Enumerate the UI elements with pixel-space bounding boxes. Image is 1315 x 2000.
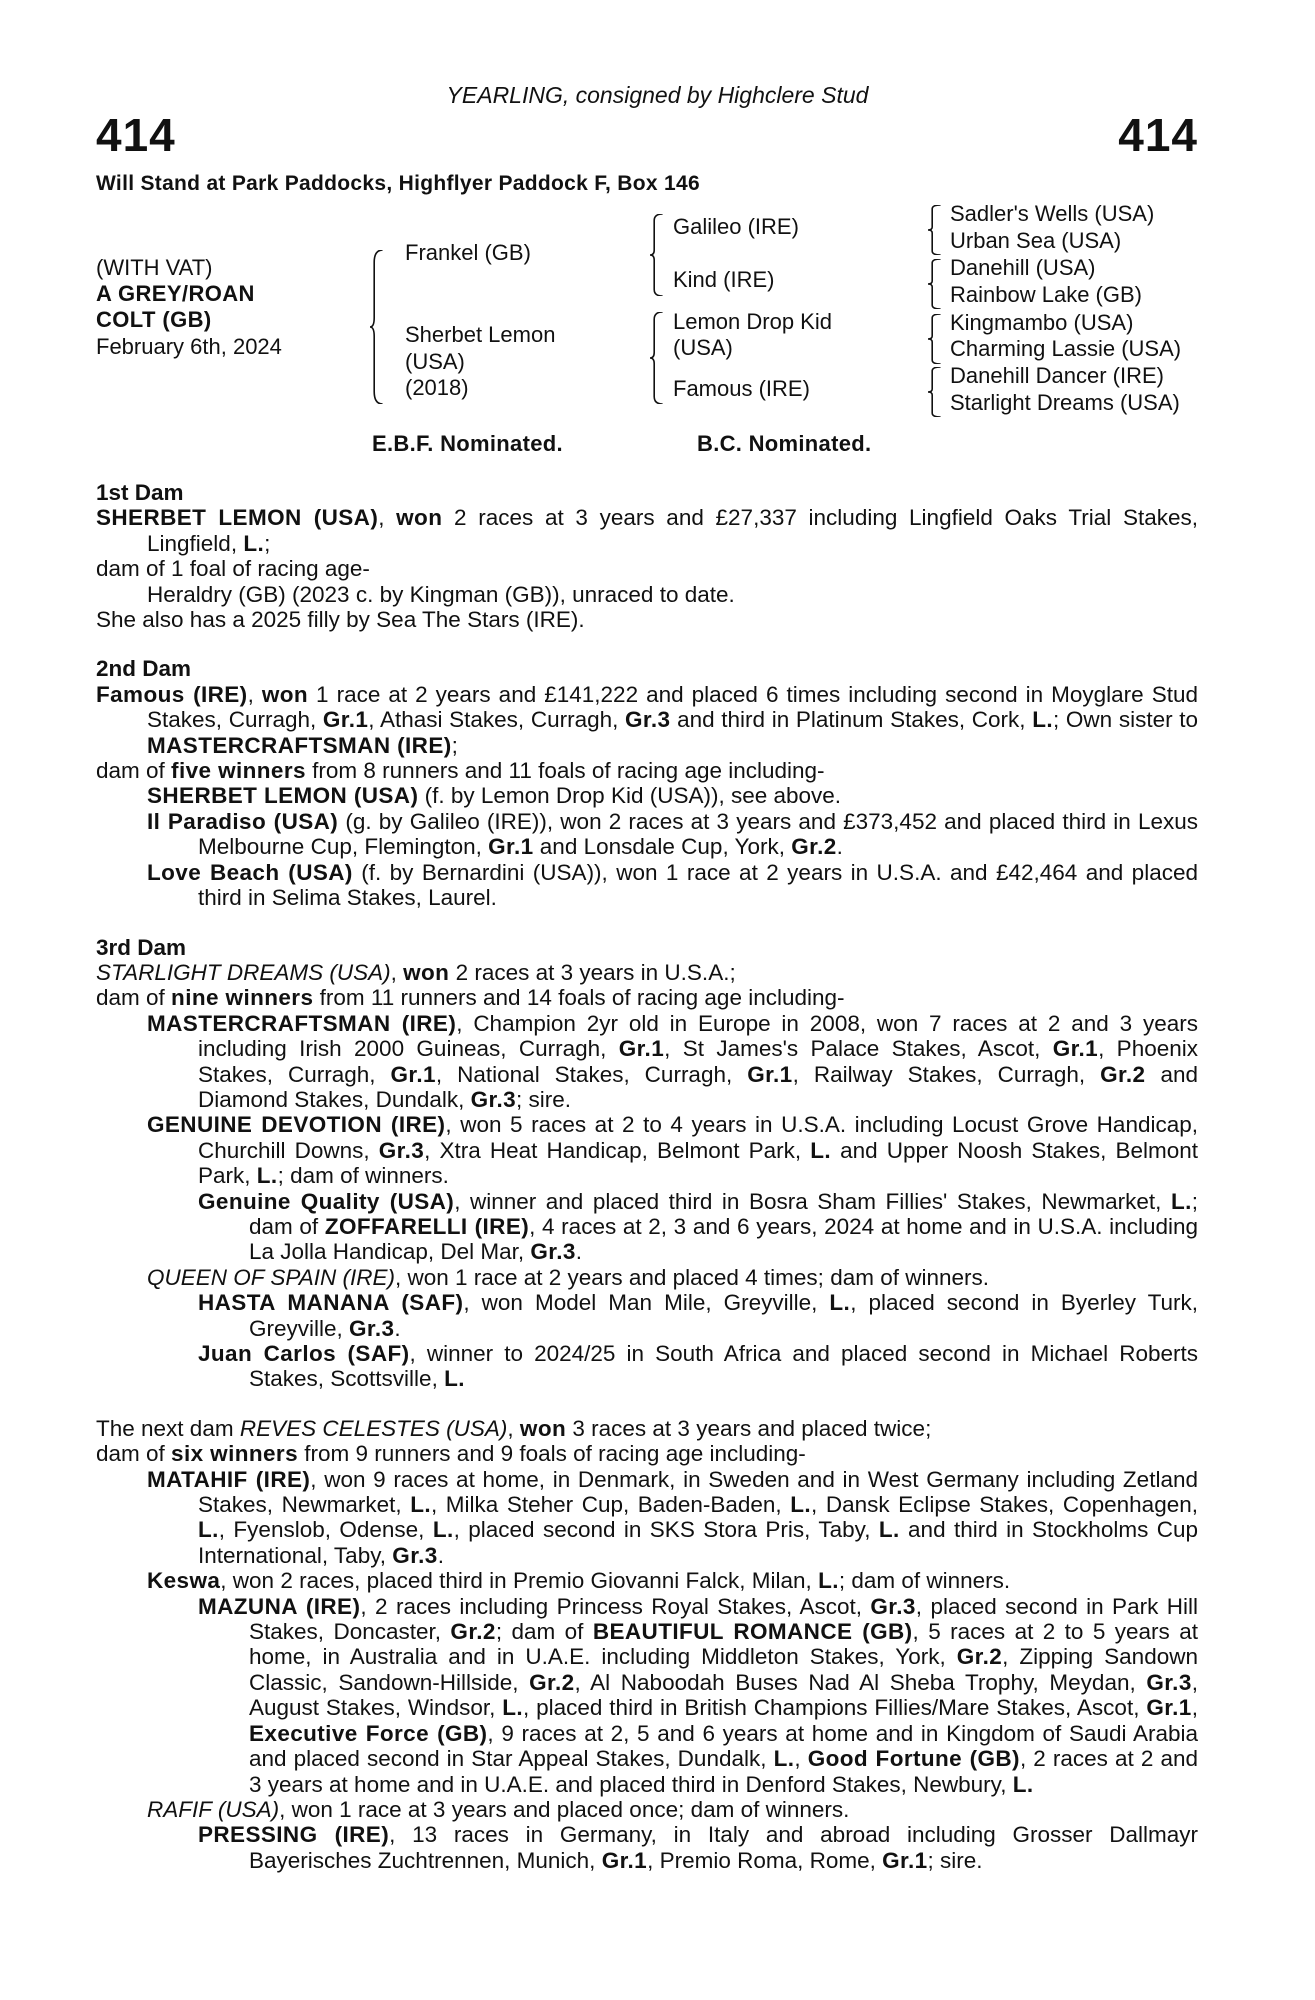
lot-number-left: 414	[96, 109, 176, 161]
third-generation-ancestor: Starlight Dreams (USA)	[950, 390, 1180, 415]
entry-text: ;	[264, 530, 271, 556]
dam-sire-country: (USA)	[673, 335, 733, 360]
bold-text: L.	[444, 1366, 465, 1392]
third-generation-ancestor: Charming Lassie (USA)	[950, 336, 1182, 361]
bold-text: L.	[1170, 1188, 1192, 1214]
bold-text: HASTA MANANA (SAF)	[198, 1290, 464, 1316]
bold-text: Gr.1	[1052, 1036, 1099, 1062]
entry-text: .	[575, 1239, 583, 1265]
pedigree-entry	[96, 1416, 1198, 1441]
entry-text: , won Model Man Mile, Greyville,	[463, 1290, 830, 1316]
entry-text: .	[836, 834, 843, 860]
pedigree-entry	[96, 1467, 1198, 1569]
bold-text: SHERBET LEMON (USA)	[96, 505, 379, 531]
entry-text: The next dam	[96, 1415, 240, 1441]
bold-text: Gr.1	[1146, 1695, 1192, 1721]
bold-text: Gr.1	[618, 1036, 665, 1062]
entry-text: from 11 runners and 14 foals of racing age including-	[313, 985, 845, 1011]
pedigree-entry	[96, 860, 1198, 911]
entry-text: ; dam of winners.	[838, 1568, 1011, 1594]
brace-icon	[650, 214, 664, 296]
entry-text: ; sire.	[927, 1847, 983, 1873]
bold-text: won	[519, 1415, 567, 1441]
bold-text: L.	[818, 1568, 839, 1594]
entry-text: , placed second in Byerley Turk, Greyville,	[249, 1290, 1198, 1341]
third-generation-ancestor: Kingmambo (USA)	[950, 310, 1134, 335]
entry-text: , 13 races in Germany, in Italy and abroad including Grosser Dallmayr Bayerisches Zuchtrennen, Munich,	[249, 1822, 1198, 1873]
dam-year: (2018)	[405, 375, 469, 400]
entry-text: dam of	[96, 985, 172, 1011]
entry-text: .	[437, 1542, 444, 1568]
bold-text: Gr.3	[349, 1315, 395, 1341]
pedigree-entry	[96, 758, 1198, 783]
entry-text: , placed second in Park Hill Stakes, Doncaster,	[249, 1593, 1198, 1645]
entry-text: , 2 races at 2 and 3 years at home and in U.A.E. and placed third in Denford Stakes, Newbury,	[249, 1746, 1199, 1797]
entry-text: , won 1 race at 3 years and placed once; dam of winners.	[279, 1796, 850, 1822]
entry-text: ; Own sister to	[1052, 707, 1198, 733]
bold-text: MASTERCRAFTSMAN (IRE)	[147, 732, 452, 758]
entry-text: , August Stakes, Windsor,	[249, 1669, 1199, 1721]
entry-text: , 5 races at 2 to 5 years at home, in Australia and in U.A.E. including Middleton Stakes, York,	[249, 1619, 1198, 1670]
third-generation-ancestor: Danehill (USA)	[950, 255, 1096, 280]
bold-text: L.	[829, 1290, 851, 1316]
bold-text: Gr.1	[882, 1847, 928, 1873]
entry-text: and Diamond Stakes, Dundalk,	[198, 1061, 1198, 1112]
entry-text: Heraldry (GB) (2023 c. by Kingman (GB)), unraced to date.	[147, 581, 735, 607]
bold-text: Gr.2	[529, 1669, 575, 1695]
entry-text: and Upper Noosh Stakes, Belmont Park,	[198, 1137, 1199, 1189]
pedigree-entry	[96, 582, 1198, 607]
bold-text: six winners	[171, 1441, 298, 1467]
entry-text: , 2 races including Princess Royal Stakes, Ascot,	[360, 1593, 871, 1619]
entry-text: , won 1 race at 2 years and placed 4 times; dam of winners.	[394, 1264, 990, 1290]
entry-text: (f. by Bernardini (USA)), won 1 race at 2 years in U.S.A. and £42,464 and placed third in Selima Stakes, Laurel.	[198, 859, 1198, 911]
entry-text: ,	[1191, 1695, 1198, 1721]
bold-text: Genuine Quality (USA)	[198, 1188, 455, 1214]
brace-icon	[370, 250, 384, 404]
entry-text: , Phoenix Stakes, Curragh,	[198, 1036, 1198, 1087]
entry-text: , placed second in SKS Stora Pris, Taby,	[453, 1517, 879, 1543]
entry-text: and Lonsdale Cup, York,	[533, 834, 792, 860]
sire-sire: Galileo (IRE)	[673, 214, 799, 239]
bold-text: Gr.3	[470, 1086, 517, 1112]
entry-text: , Zipping Sandown Classic, Sandown-Hillside,	[249, 1644, 1198, 1695]
pedigree-entry	[96, 1189, 1198, 1265]
entry-text: , won 9 races at home, in Denmark, in Sweden and in West Germany including Zetland Stakes, Newmarket,	[198, 1466, 1198, 1518]
bold-text: Gr.2	[450, 1619, 496, 1645]
entry-text: , Milka Steher Cup, Baden-Baden,	[430, 1492, 791, 1518]
bold-text: Love Beach (USA)	[147, 859, 353, 885]
brace-icon	[928, 205, 942, 255]
brace-icon	[928, 314, 942, 364]
dam-section	[96, 1416, 1198, 1873]
bold-text: L.	[410, 1492, 431, 1518]
stabling-location: Will Stand at Park Paddocks, Highflyer Paddock F, Box 146	[96, 172, 700, 195]
dam-section	[96, 935, 1198, 1392]
pedigree-entry	[96, 1568, 1198, 1593]
bold-text: L.	[432, 1517, 454, 1543]
pedigree-entry	[96, 1112, 1198, 1188]
entry-text: , won 2 races, placed third in Premio Giovanni Falck, Milan,	[220, 1568, 819, 1594]
pedigree-entry	[96, 809, 1198, 860]
pedigree-entry	[96, 682, 1198, 758]
entry-text: (f. by Lemon Drop Kid (USA)), see above.	[418, 783, 842, 809]
bold-text: L.	[1032, 707, 1053, 733]
section-title: 2nd Dam	[96, 656, 192, 682]
entry-text: , 4 races at 2, 3 and 6 years, 2024 at home and in U.S.A. including La Jolla Handicap, Del Mar,	[249, 1213, 1198, 1265]
entry-text: ; dam of	[495, 1619, 593, 1645]
bc-nominated: B.C. Nominated.	[697, 431, 872, 456]
entry-text: , winner to 2024/25 in South Africa and placed second in Michael Roberts Stakes, Scottsville,	[249, 1341, 1198, 1392]
pedigree-entry	[96, 556, 1198, 581]
brace-icon	[928, 259, 942, 309]
italic-text: REVES CELESTES (USA)	[239, 1415, 508, 1441]
lot-description: A GREY/ROAN	[96, 281, 255, 306]
bold-text: L.	[878, 1517, 900, 1543]
pedigree-entry	[96, 1441, 1198, 1466]
bold-text: Gr.3	[378, 1137, 425, 1163]
pedigree-entry	[96, 1594, 1198, 1797]
entry-text: 3 races at 3 years and placed twice;	[566, 1415, 932, 1441]
third-generation-ancestor: Urban Sea (USA)	[950, 228, 1122, 253]
pedigree-entry	[96, 1341, 1198, 1392]
entry-text: and third in Platinum Stakes, Cork,	[670, 707, 1033, 733]
lot-description-2: COLT (GB)	[96, 307, 212, 332]
bold-text: Gr.3	[1146, 1669, 1192, 1695]
pedigree-entry	[96, 985, 1198, 1010]
pedigree-entry	[96, 1822, 1198, 1873]
bold-text: Il Paradiso (USA)	[147, 808, 339, 834]
italic-text: RAFIF (USA)	[147, 1796, 280, 1822]
pedigree-entry	[96, 1265, 1198, 1290]
catalogue-body	[96, 480, 1198, 1897]
italic-text: STARLIGHT DREAMS (USA)	[96, 959, 391, 985]
pedigree-entry	[96, 1797, 1198, 1822]
bold-text: PRESSING (IRE)	[198, 1822, 390, 1848]
italic-text: QUEEN OF SPAIN (IRE)	[147, 1264, 395, 1290]
bold-text: L.	[256, 1163, 278, 1189]
dam-section	[96, 480, 1198, 632]
bold-text: L.	[1012, 1771, 1034, 1797]
bold-text: Gr.2	[956, 1644, 1003, 1670]
lot-number-right: 414	[1118, 109, 1198, 161]
bold-text: MATAHIF (IRE)	[147, 1466, 311, 1492]
bold-text: Gr.2	[1100, 1061, 1146, 1087]
third-generation-ancestor: Danehill Dancer (IRE)	[950, 363, 1164, 388]
bold-text: Good Fortune (GB)	[807, 1746, 1020, 1772]
sale-subtitle: YEARLING, consigned by Highclere Stud	[446, 82, 869, 108]
entry-text: , won 5 races at 2 to 4 years in U.S.A. including Locust Grove Handicap, Churchill Downs,	[198, 1112, 1198, 1163]
bold-text: five winners	[171, 758, 306, 784]
sire: Frankel (GB)	[405, 240, 531, 265]
entry-text: .	[394, 1315, 401, 1341]
entry-text: dam of 1 foal of racing age-	[96, 556, 370, 582]
bold-text: L.	[790, 1492, 812, 1518]
third-generation-ancestor: Rainbow Lake (GB)	[950, 282, 1142, 307]
sire-dam: Kind (IRE)	[673, 267, 775, 292]
vat-note: (WITH VAT)	[96, 255, 213, 280]
entry-text: , Athasi Stakes, Curragh,	[368, 707, 626, 733]
bold-text: nine winners	[171, 985, 314, 1011]
entry-text: ,	[507, 1415, 520, 1441]
brace-icon	[650, 312, 664, 404]
entry-text: ,	[390, 959, 404, 985]
bold-text: Gr.1	[390, 1061, 436, 1087]
section-title: 1st Dam	[96, 480, 184, 505]
entry-text: , Fyenslob, Odense,	[218, 1517, 433, 1543]
bold-text: Gr.3	[530, 1239, 576, 1265]
entry-text: , Al Naboodah Buses Nad Al Sheba Trophy, Meydan,	[574, 1669, 1147, 1695]
bold-text: MAZUNA (IRE)	[198, 1593, 361, 1619]
entry-text: ,	[378, 505, 397, 531]
bold-text: won	[396, 505, 443, 531]
entry-text: (g. by Galileo (IRE)), won 2 races at 3 years and £373,452 and placed third in Lexus Melbourne Cup, Flemington,	[198, 808, 1198, 860]
pedigree-entry	[96, 1290, 1198, 1341]
entry-text: dam of	[96, 758, 172, 784]
bold-text: won	[403, 959, 450, 985]
entry-text: ,	[794, 1746, 808, 1772]
pedigree-entry	[96, 607, 1198, 632]
bold-text: Gr.3	[625, 707, 671, 733]
bold-text: Gr.1	[747, 1061, 793, 1087]
bold-text: MASTERCRAFTSMAN (IRE)	[147, 1010, 457, 1036]
entry-text: 2 races at 3 years and £27,337 including Lingfield Oaks Trial Stakes, Lingfield,	[147, 505, 1198, 556]
entry-text: , Xtra Heat Handicap, Belmont Park,	[424, 1137, 811, 1163]
section-title: 3rd Dam	[96, 934, 187, 960]
bold-text: SHERBET LEMON (USA)	[147, 783, 419, 809]
bold-text: Gr.3	[870, 1593, 916, 1619]
entry-text: She also has a 2025 filly by Sea The Stars (IRE).	[96, 607, 585, 633]
third-generation-ancestor: Sadler's Wells (USA)	[950, 201, 1155, 226]
bold-text: Gr.1	[322, 707, 369, 733]
bold-text: BEAUTIFUL ROMANCE (GB)	[592, 1619, 913, 1645]
bold-text: won	[261, 681, 309, 707]
dam-country: (USA)	[405, 349, 465, 374]
entry-text: 2 races at 3 years in U.S.A.;	[449, 959, 736, 985]
bold-text: Executive Force (GB)	[249, 1720, 488, 1746]
entry-text: and third in Stockholms Cup International, Taby,	[198, 1517, 1198, 1568]
bold-text: L.	[243, 530, 265, 556]
dam-section	[96, 656, 1198, 910]
entry-text: from 8 runners and 11 foals of racing age including-	[305, 758, 825, 784]
dam-sire: Lemon Drop Kid	[673, 309, 832, 334]
entry-text: , Premio Roma, Rome,	[647, 1847, 883, 1873]
entry-text: ;	[451, 732, 458, 758]
pedigree-entry	[96, 960, 1198, 985]
entry-text: , St James's Palace Stakes, Ascot,	[664, 1036, 1053, 1062]
bold-text: ZOFFARELLI (IRE)	[324, 1213, 530, 1239]
entry-text: , winner and placed third in Bosra Sham Fillies' Stakes, Newmarket,	[454, 1188, 1171, 1214]
bold-text: Juan Carlos (SAF)	[198, 1341, 410, 1366]
entry-text: 1 race at 2 years and £141,222 and placed 6 times including second in Moyglare Stud Stakes, Curragh,	[147, 681, 1198, 733]
bold-text: Famous (IRE)	[96, 681, 248, 707]
brace-icon	[928, 367, 942, 417]
entry-text: ; dam of winners.	[277, 1163, 449, 1189]
dam-dam: Famous (IRE)	[673, 376, 810, 401]
bold-text: Gr.1	[488, 834, 534, 860]
entry-text: ; dam of	[249, 1188, 1198, 1239]
bold-text: Gr.1	[601, 1847, 648, 1873]
bold-text: Gr.2	[791, 834, 837, 860]
pedigree-entry	[96, 505, 1198, 556]
foaling-date: February 6th, 2024	[96, 334, 282, 359]
entry-text: , 9 races at 2, 5 and 6 years at home and in Kingdom of Saudi Arabia and placed second in Star Appeal Stakes, Dundalk,	[249, 1720, 1198, 1772]
ebf-nominated: E.B.F. Nominated.	[372, 431, 563, 456]
bold-text: Gr.3	[392, 1542, 438, 1568]
entry-text: ; sire.	[516, 1086, 572, 1112]
bold-text: L.	[198, 1517, 219, 1543]
bold-text: L.	[773, 1746, 795, 1772]
entry-text: , Dansk Eclipse Stakes, Copenhagen,	[811, 1492, 1198, 1518]
entry-text: ,	[247, 681, 262, 707]
entry-text: from 9 runners and 9 foals of racing age including-	[298, 1441, 806, 1467]
entry-text: dam of	[96, 1441, 172, 1467]
entry-text: , Champion 2yr old in Europe in 2008, won 7 races at 2 and 3 years including Irish 2000 Guineas, Curragh,	[198, 1010, 1198, 1062]
bold-text: Keswa	[147, 1568, 221, 1594]
pedigree-entry	[96, 783, 1198, 808]
bold-text: GENUINE DEVOTION (IRE)	[147, 1112, 446, 1138]
entry-text: , National Stakes, Curragh,	[435, 1061, 748, 1087]
dam: Sherbet Lemon	[405, 322, 556, 347]
bold-text: L.	[810, 1137, 832, 1163]
entry-text: , Railway Stakes, Curragh,	[792, 1061, 1101, 1087]
pedigree-entry	[96, 1011, 1198, 1113]
bold-text: L.	[502, 1695, 524, 1721]
entry-text: , placed third in British Champions Fillies/Mare Stakes, Ascot,	[523, 1695, 1147, 1721]
